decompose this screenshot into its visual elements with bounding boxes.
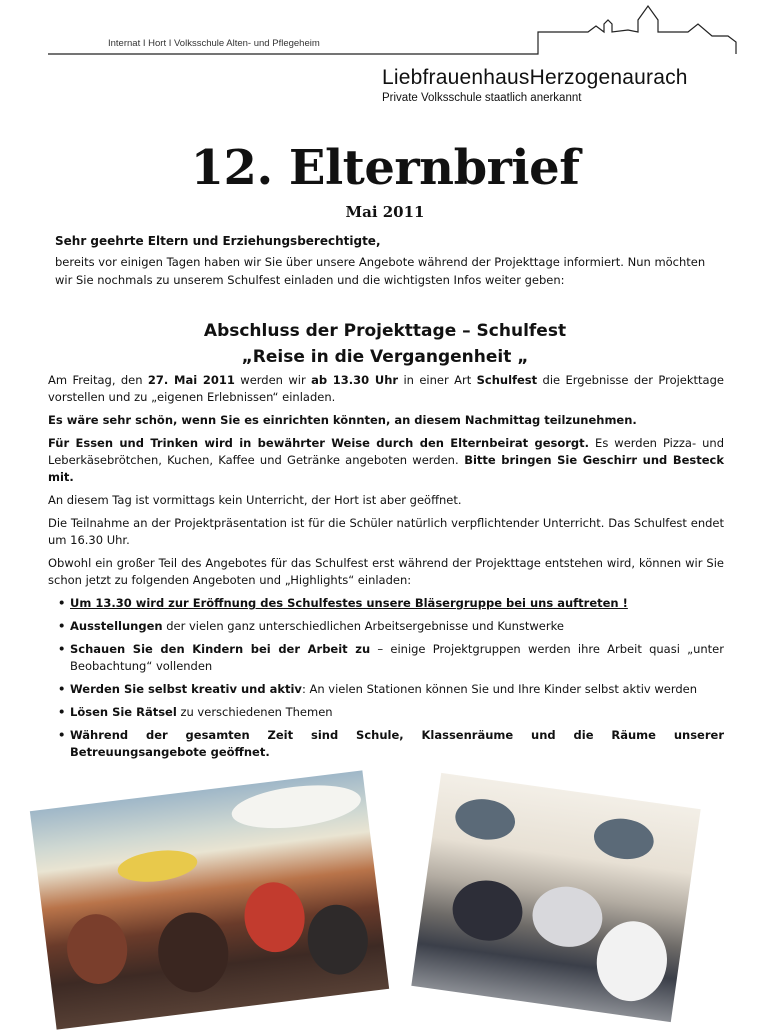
salutation: Sehr geehrte Eltern und Erziehungsberechtigte, [55, 234, 381, 248]
window [591, 815, 656, 863]
crowd-figure [154, 908, 233, 996]
paragraph-date [48, 372, 724, 406]
list-item [70, 595, 724, 612]
event-date: 27. Mai 2011 [147, 373, 235, 387]
brand-name-part2: Herzogenaurach [529, 66, 688, 89]
bullet-bold: Lösen Sie Rätsel [70, 705, 177, 719]
umbrella [116, 846, 199, 886]
section-heading-line2: „Reise in die Vergangenheit „ [241, 347, 529, 367]
text: die Ergebnisse der Projekttage vorstellen und zu „eigenen Erlebnissen“ einladen. [48, 373, 724, 404]
window [453, 795, 518, 843]
conductor-figure [592, 917, 672, 1006]
brand-name-part1: Liebfrauenhaus [382, 66, 530, 89]
letter-body [48, 372, 724, 767]
paragraph-attendance: Die Teilnahme an der Projektpräsentation ist für die Schüler natürlich verpflichtender Unterricht. Das Schulfest endet um 16.30 Uhr. [48, 516, 724, 547]
invitation-text: Es wäre sehr schön, wenn Sie es einrichten könnten, an diesem Nachmittag teilzunehmen. [48, 413, 637, 427]
paragraph-food [48, 435, 724, 486]
event-time: ab 13.30 Uhr [311, 373, 399, 387]
list-item [70, 618, 724, 635]
page-subtitle-date: Mai 2011 [345, 203, 425, 221]
text: Am Freitag, den [48, 373, 148, 387]
list-item [70, 641, 724, 675]
text: in einer Art [398, 373, 477, 387]
paragraph-invitation [48, 412, 724, 429]
bullet-bold: Schauen Sie den Kindern bei der Arbeit zu [70, 642, 371, 656]
bullet-opening: Um 13.30 wird zur Eröffnung des Schulfestes unsere Bläsergruppe bei uns auftreten ! [70, 596, 628, 610]
section-heading-line1: Abschluss der Projekttage – Schulfest [203, 321, 567, 341]
list-item [70, 727, 724, 761]
bullet-text: : An vielen Stationen können Sie und Ihre Kinder selbst aktiv werden [301, 682, 698, 696]
header-skyline-line [48, 2, 748, 62]
bullet-bold: Werden Sie selbst kreativ und aktiv [70, 682, 302, 696]
bullet-text: zu verschiedenen Themen [176, 705, 333, 719]
list-item [70, 681, 724, 698]
food-text: Es werden Pizza- und Leberkäsebrötchen, Kuchen, Kaffee und Getränke angeboten werden. [48, 436, 724, 467]
event-name: Schulfest [476, 373, 538, 387]
bullet-bold: Während der gesamten Zeit sind Schule, Klassenräume und die Räume unserer Betreuungsangebote geöffnet. [70, 728, 724, 759]
list-item [70, 704, 724, 721]
section-heading [0, 318, 770, 370]
paragraph-no-lessons: An diesem Tag ist vormittags kein Unterricht, der Hort ist aber geöffnet. [48, 493, 462, 507]
tent-roof [229, 779, 363, 835]
text: werden wir [234, 373, 312, 387]
intro-paragraph: bereits vor einigen Tagen haben wir Sie über unsere Angebote während der Projekttage informiert. Nun möchten wir Sie nochmals zu unserem Schulfest einladen und die wichtigsten Infos weiter geben: [55, 255, 706, 287]
bullet-bold: Ausstellungen [70, 619, 163, 633]
photo-brass-band [411, 773, 700, 1022]
brand-block [382, 66, 688, 104]
brand-name [382, 66, 688, 90]
bullet-text: der vielen ganz unterschiedlichen Arbeitsergebnisse und Kunstwerke [162, 619, 564, 633]
food-bold: Für Essen und Trinken wird in bewährter Weise durch den Elternbeirat gesorgt. [48, 436, 590, 450]
highlights-list [48, 595, 724, 761]
paragraph-highlights: Obwohl ein großer Teil des Angebotes für das Schulfest erst während der Projekttage entstehen wird, können wir Sie schon jetzt zu folgenden Angeboten und „Highlights“ einladen: [48, 556, 724, 587]
bullet-text: – einige Projektgruppen werden ihre Arbeit quasi „unter Beobachtung“ vollenden [70, 642, 724, 673]
crowd-figure [304, 901, 372, 978]
header-institutions-text: Internat I Hort I Volksschule Alten- und Pflegeheim [108, 38, 320, 49]
musician-figure [449, 876, 527, 945]
brand-subtitle: Private Volksschule staatlich anerkannt [382, 92, 582, 104]
photo-schoolfest-crowd [30, 770, 389, 1029]
musician-figure [529, 882, 607, 951]
crowd-figure [241, 879, 309, 956]
crowd-figure [63, 911, 131, 988]
page-title: 12. Elternbrief [190, 140, 580, 196]
food-bold-2: Bitte bringen Sie Geschirr und Besteck mit. [48, 453, 724, 484]
